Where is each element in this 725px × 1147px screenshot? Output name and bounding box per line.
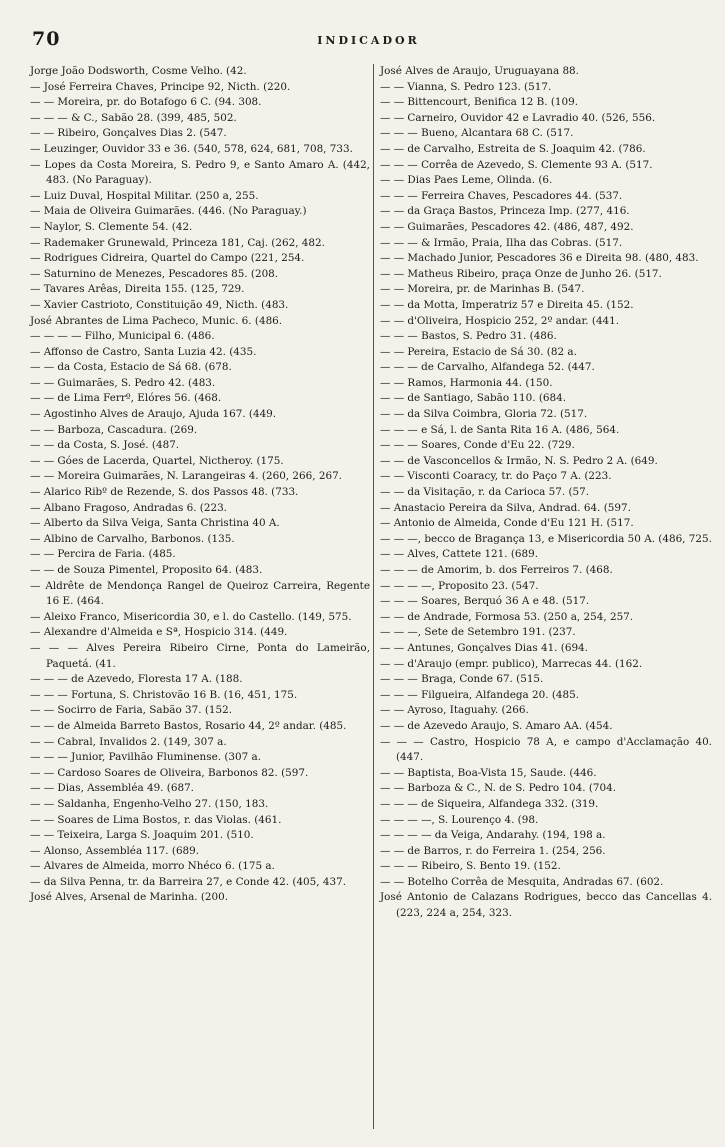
directory-entry: — Alexandre d'Almeida e Sª, Hospicio 314. (449. bbox=[30, 626, 288, 639]
directory-entry: — — Percira de Faria. (485. bbox=[30, 548, 176, 561]
directory-entry: — — Vianna, S. Pedro 123. (517. bbox=[380, 80, 552, 93]
directory-entry: — Alberto da Silva Veiga, Santa Christina 40 A. bbox=[30, 517, 280, 530]
directory-entry: — — de Andrade, Formosa 53. (250 a, 254, 257. bbox=[380, 610, 634, 623]
directory-entry: — — Matheus Ribeiro, praça Onze de Junho 26. (517. bbox=[380, 267, 662, 280]
right-column bbox=[380, 64, 712, 922]
directory-entry: — Saturnino de Menezes, Pescadores 85. (208. bbox=[30, 267, 279, 280]
directory-entry: — — Dias Paes Leme, Olinda. (6. bbox=[380, 174, 553, 187]
directory-entry: — — Barboza, Cascadura. (269. bbox=[30, 423, 198, 436]
page-number: 70 bbox=[32, 28, 61, 50]
directory-entry: — — Antunes, Gonçalves Dias 41. (694. bbox=[380, 641, 588, 654]
directory-entry: — — — Ribeiro, S. Bento 19. (152. bbox=[380, 860, 561, 873]
directory-entry: — Aleixo Franco, Misericordia 30, e l. do Castello. (149, 575. bbox=[30, 610, 352, 623]
directory-entry: — Albino de Carvalho, Barbonos. (135. bbox=[30, 532, 235, 545]
directory-entry: — — Ribeiro, Gonçalves Dias 2. (547. bbox=[30, 127, 227, 140]
directory-entry: — — Barboza & C., N. de S. Pedro 104. (704. bbox=[380, 782, 617, 795]
directory-entry: — — Góes de Lacerda, Quartel, Nictheroy. (175. bbox=[30, 454, 284, 467]
directory-entry: — — — de Amorim, b. dos Ferreiros 7. (468. bbox=[380, 564, 613, 576]
directory-entry: — — — de Azevedo, Floresta 17 A. (188. bbox=[30, 673, 243, 686]
directory-entry: — Maia de Oliveira Guimarães. (446. (No Paraguay.) bbox=[30, 205, 307, 218]
directory-entry: — — de Souza Pimentel, Proposito 64. (483. bbox=[30, 564, 263, 576]
running-title: INDICADOR bbox=[317, 34, 420, 47]
directory-entry: — — da Costa, Estacio de Sá 68. (678. bbox=[30, 361, 232, 374]
directory-entry: — — de Almeida Barreto Bastos, Rosario 44, 2º andar. (485. bbox=[30, 719, 347, 732]
directory-entry: — — Visconti Coaracy, tr. do Paço 7 A. (223. bbox=[380, 470, 612, 483]
directory-entry: — — Ramos, Harmonia 44. (150. bbox=[380, 376, 553, 389]
directory-entry: — — —, Sete de Setembro 191. (237. bbox=[380, 626, 576, 639]
directory-entry: — — de Santiago, Sabão 110. (684. bbox=[380, 392, 567, 405]
directory-entry: — — — & Irmão, Praia, Ilha das Cobras. (517. bbox=[380, 236, 623, 249]
directory-entry: — — de Vasconcellos & Irmão, N. S. Pedro 2 A. (649. bbox=[380, 454, 658, 467]
directory-entry: — Agostinho Alves de Araujo, Ajuda 167. (449. bbox=[30, 408, 277, 421]
directory-entry: — Aldrête de Mendonça Rangel de Queiroz Carreira, Regente 16 E. (464. bbox=[30, 579, 370, 608]
directory-entry: — da Silva Penna, tr. da Barreira 27, e Conde 42. (405, 437. bbox=[30, 875, 347, 888]
directory-entry: — — — Junior, Pavilhão Fluminense. (307 a. bbox=[30, 751, 262, 764]
directory-entry: — Anastacio Pereira da Silva, Andrad. 64. (597. bbox=[380, 501, 631, 514]
directory-entry: — — — Castro, Hospicio 78 A, e campo d'Acclamação 40. (447. bbox=[380, 735, 712, 764]
directory-entry: — — Moreira, pr. de Marinhas B. (547. bbox=[380, 283, 585, 296]
directory-entry: — — — & C., Sabão 28. (399, 485, 502. bbox=[30, 111, 237, 124]
directory-entry: — Naylor, S. Clemente 54. (42. bbox=[30, 220, 193, 233]
directory-entry: — — Dias, Assembléa 49. (687. bbox=[30, 782, 194, 795]
directory-entry: — — — Soares, Conde d'Eu 22. (729. bbox=[380, 439, 575, 452]
directory-entry: — Tavares Arêas, Direita 155. (125, 729. bbox=[30, 283, 245, 296]
directory-entry: — — Botelho Corrêa de Mesquita, Andradas 67. (602. bbox=[380, 875, 664, 888]
directory-entry: — — da Graça Bastos, Princeza Imp. (277, 416. bbox=[380, 205, 630, 218]
directory-entry: José Alves de Araujo, Uruguayana 88. bbox=[380, 65, 579, 77]
directory-entry: — — — de Carvalho, Alfandega 52. (447. bbox=[380, 361, 595, 374]
directory-entry: — — —, becco de Bragança 13, e Misericordia 50 A. (486, 725. bbox=[380, 532, 712, 545]
directory-entry: — — Ayroso, Itaguahy. (266. bbox=[380, 704, 529, 717]
directory-entry: — — Teixeira, Larga S. Joaquim 201. (510. bbox=[30, 829, 254, 842]
directory-entry: — Xavier Castrioto, Constituição 49, Nicth. (483. bbox=[30, 298, 289, 311]
directory-entry: — — Cabral, Invalidos 2. (149, 307 a. bbox=[30, 735, 227, 748]
column-divider bbox=[373, 64, 374, 1129]
directory-entry: — — Carneiro, Ouvidor 42 e Lavradio 40. (526, 556. bbox=[380, 111, 656, 124]
directory-entry: — — — — Filho, Municipal 6. (486. bbox=[30, 330, 215, 343]
directory-entry: — — da Motta, Imperatriz 57 e Direita 45. (152. bbox=[380, 298, 634, 311]
directory-entry: — José Ferreira Chaves, Principe 92, Nicth. (220. bbox=[30, 80, 291, 93]
directory-entry: — — — Ferreira Chaves, Pescadores 44. (537. bbox=[380, 189, 623, 202]
directory-entry: — — Alves, Cattete 121. (689. bbox=[380, 548, 539, 561]
directory-entry: — Affonso de Castro, Santa Luzia 42. (435. bbox=[30, 345, 257, 358]
directory-entry: — — Guimarães, S. Pedro 42. (483. bbox=[30, 376, 216, 389]
directory-entry: — — Socirro de Faria, Sabão 37. (152. bbox=[30, 704, 233, 717]
directory-entry: — Luiz Duval, Hospital Militar. (250 a, 255. bbox=[30, 189, 259, 202]
directory-entry: — Antonio de Almeida, Conde d'Eu 121 H. (517. bbox=[380, 517, 634, 530]
directory-entry: — Alvares de Almeida, morro Nhéco 6. (175 a. bbox=[30, 860, 275, 873]
directory-entry: — — — Filgueira, Alfandega 20. (485. bbox=[380, 688, 580, 701]
directory-entry: — — — de Siqueira, Alfandega 332. (319. bbox=[380, 797, 599, 810]
page-header bbox=[32, 28, 705, 54]
directory-entry: — — Bittencourt, Benifica 12 B. (109. bbox=[380, 96, 579, 109]
directory-entry: — Rodrigues Cidreira, Quartel do Campo (221, 254. bbox=[30, 252, 305, 265]
directory-entry: — — d'Araujo (empr. publico), Marrecas 44. (162. bbox=[380, 657, 643, 670]
directory-entry: Jorge João Dodsworth, Cosme Velho. (42. bbox=[30, 65, 247, 77]
directory-entry: — — — —, Proposito 23. (547. bbox=[380, 579, 539, 592]
directory-entry: — — Soares de Lima Bostos, r. das Violas. (461. bbox=[30, 813, 282, 826]
directory-entry: — — da Silva Coimbra, Gloria 72. (517. bbox=[380, 408, 588, 421]
directory-entry: — — — e Sá, l. de Santa Rita 16 A. (486, 564. bbox=[380, 423, 620, 436]
directory-entry: — — — Soares, Berquó 36 A e 48. (517. bbox=[380, 595, 590, 608]
directory-entry: — — — Alves Pereira Ribeiro Cirne, Ponta do Lameirão, Paquetá. (41. bbox=[30, 641, 370, 670]
directory-entry: — Leuzinger, Ouvidor 33 e 36. (540, 578, 624, 681, 708, 733. bbox=[30, 142, 353, 155]
directory-entry: — Alarico Ribº de Rezende, S. dos Passos 48. (733. bbox=[30, 486, 299, 499]
directory-entry: — — Cardoso Soares de Oliveira, Barbonos 82. (597. bbox=[30, 766, 309, 779]
directory-entry: — — de Carvalho, Estreita de S. Joaquim 42. (786. bbox=[380, 142, 646, 155]
directory-entry: — — — Corrêa de Azevedo, S. Clemente 93 A. (517. bbox=[380, 158, 653, 171]
directory-entry: — Rademaker Grunewald, Princeza 181, Caj. (262, 482. bbox=[30, 236, 325, 249]
directory-entry: — — de Lima Ferrº, Elóres 56. (468. bbox=[30, 392, 222, 405]
directory-entry: — — — Fortuna, S. Christovão 16 B. (16, 451, 175. bbox=[30, 688, 298, 701]
directory-entry: — — d'Oliveira, Hospicio 252, 2º andar. (441. bbox=[380, 314, 620, 327]
directory-entry: — — de Barros, r. do Ferreira 1. (254, 256. bbox=[380, 844, 606, 857]
directory-entry: — — — Braga, Conde 67. (515. bbox=[380, 673, 544, 686]
directory-entry: — — Baptista, Boa-Vista 15, Saude. (446. bbox=[380, 766, 597, 779]
directory-entry: — Alonso, Assembléa 117. (689. bbox=[30, 844, 200, 857]
directory-entry: José Antonio de Calazans Rodrigues, becco das Cancellas 4. (223, 224 a, 254, 323. bbox=[380, 891, 712, 920]
directory-entry: — — Pereira, Estacio de Sá 30. (82 a. bbox=[380, 345, 577, 358]
directory-entry: — — Moreira Guimarães, N. Larangeiras 4. (260, 266, 267. bbox=[30, 470, 342, 483]
directory-entry: — — — Bueno, Alcantara 68 C. (517. bbox=[380, 127, 574, 140]
directory-entry: — — — —, S. Lourenço 4. (98. bbox=[380, 813, 539, 826]
directory-entry: — Lopes da Costa Moreira, S. Pedro 9, e Santo Amaro A. (442, 483. (No Paraguay). bbox=[30, 158, 370, 187]
left-column bbox=[30, 64, 370, 906]
directory-entry: — — da Costa, S. José. (487. bbox=[30, 439, 180, 452]
directory-entry: — — de Azevedo Araujo, S. Amaro AA. (454. bbox=[380, 719, 613, 732]
directory-entry: José Abrantes de Lima Pacheco, Munic. 6. (486. bbox=[30, 314, 283, 327]
directory-entry: — — Guimarães, Pescadores 42. (486, 487, 492. bbox=[380, 220, 634, 233]
directory-entry: — Albano Fragoso, Andradas 6. (223. bbox=[30, 501, 227, 514]
directory-entry: José Alves, Arsenal de Marinha. (200. bbox=[30, 891, 229, 904]
directory-entry: — — Saldanha, Engenho-Velho 27. (150, 183. bbox=[30, 797, 269, 810]
directory-entry: — — Machado Junior, Pescadores 36 e Direita 98. (480, 483. bbox=[380, 252, 699, 265]
directory-entry: — — — — da Veiga, Andarahy. (194, 198 a. bbox=[380, 829, 606, 842]
directory-entry: — — — Bastos, S. Pedro 31. (486. bbox=[380, 330, 557, 343]
directory-entry: — — da Visitação, r. da Carioca 57. (57. bbox=[380, 486, 590, 499]
directory-entry: — — Moreira, pr. do Botafogo 6 C. (94. 308. bbox=[30, 96, 262, 109]
